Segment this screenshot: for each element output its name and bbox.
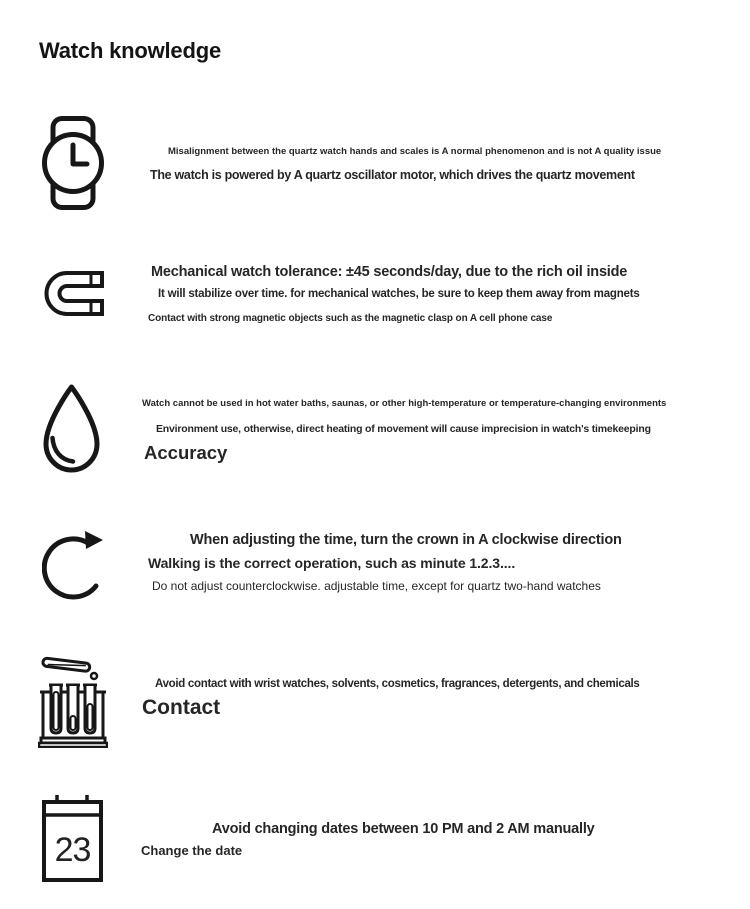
test-tubes-icon	[38, 648, 108, 748]
magnet-stabilize-text: It will stabilize over time. for mechanical watches, be sure to keep them away from magnets	[158, 288, 640, 300]
avoid-chemicals-text: Avoid contact with wrist watches, solvents, cosmetics, fragrances, detergents, and chemicals	[155, 678, 640, 690]
environment-use-text: Environment use, otherwise, direct heating of movement will cause imprecision in watch's timekeeping	[156, 423, 651, 435]
counterclockwise-note: Do not adjust counterclockwise. adjustable time, except for quartz two-hand watches	[152, 579, 601, 593]
walking-operation-text: Walking is the correct operation, such as minute 1.2.3....	[148, 555, 516, 571]
page-title: Watch knowledge	[39, 38, 221, 63]
calendar-day-number: 23	[54, 831, 91, 869]
watch-icon	[42, 116, 104, 210]
quartz-misalignment-note: Misalignment between the quartz watch hands and scales is A normal phenomenon and is not A quality issue	[168, 146, 662, 157]
rotate-clockwise-icon	[42, 527, 108, 603]
change-date-heading: Change the date	[141, 843, 243, 858]
contact-heading: Contact	[142, 696, 221, 719]
magnet-contact-note: Contact with strong magnetic objects such as the magnetic clasp on A cell phone case	[148, 313, 553, 324]
quartz-movement-text: The watch is powered by A quartz oscillator motor, which drives the quartz movement	[150, 168, 635, 182]
magnet-icon	[40, 266, 104, 321]
magnet-tolerance-text: Mechanical watch tolerance: ±45 seconds/day, due to the rich oil inside	[151, 264, 628, 280]
hot-water-note: Watch cannot be used in hot water baths, saunas, or other high-temperature or temperature-changing environments	[142, 398, 667, 409]
crown-clockwise-text: When adjusting the time, turn the crown in A clockwise direction	[190, 532, 622, 548]
accuracy-heading: Accuracy	[144, 442, 228, 463]
calendar-icon	[42, 794, 103, 883]
avoid-changing-dates-text: Avoid changing dates between 10 PM and 2 AM manually	[212, 821, 595, 837]
water-drop-icon	[40, 383, 103, 476]
